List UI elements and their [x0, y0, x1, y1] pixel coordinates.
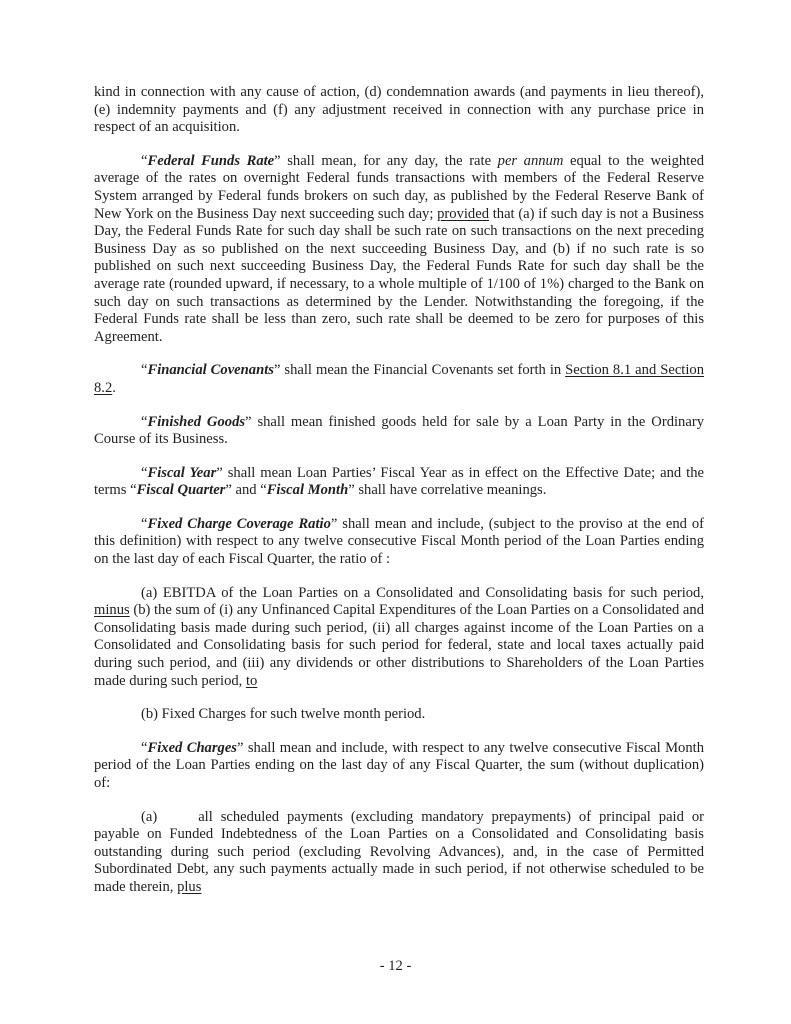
close-quote: ” [273, 362, 281, 379]
defined-term: Finished Goods [147, 413, 246, 430]
text: shall mean and include, with respect to any twelve consecutive Fiscal Month period of the Loan Parties ending on the last day of any Fiscal Quarter, the sum (without duplication) of: [94, 739, 704, 791]
underlined-text: minus [94, 602, 130, 619]
ratio-numerator-clause [94, 585, 704, 691]
definition-financial-covenants [94, 362, 704, 397]
text: shall mean, for any day, the rate [280, 152, 498, 169]
close-quote: ” [330, 515, 338, 532]
text: equal to the weighted average of the rates on overnight Federal funds transactions with members of the Federal Reserve System arranged by Federal funds brokers on such day, as published by the Federal Reserve Bank of New York on the Business Day next succeeding such day; [94, 152, 704, 222]
paragraph-continuation: kind in connection with any cause of action, (d) condemnation awards (and payments in lieu thereof), (e) indemnity payments and (f) any adjustment received in connection with any purchase price in respect of an acquisition. [94, 84, 704, 136]
defined-term: Fixed Charges [147, 739, 237, 756]
open-quote: “ [141, 362, 148, 379]
definition-fiscal-year [94, 465, 704, 500]
underlined-text: provided [437, 205, 490, 222]
open-quote: “ [141, 152, 148, 169]
close-quote: ” [225, 482, 232, 499]
item-label: (a) [141, 808, 158, 825]
text: and [231, 482, 261, 499]
section-reference: Section 8.1 and Section 8.2 [94, 362, 704, 396]
defined-term: Fiscal Month [266, 482, 349, 499]
defined-term: Fixed Charge Coverage Ratio [147, 515, 331, 532]
open-quote: “ [141, 464, 148, 481]
text: . [112, 379, 116, 396]
text: (a) EBITDA of the Loan Parties on a Consolidated and Consolidating basis for such period, [141, 584, 704, 601]
text: all scheduled payments (excluding mandatory prepayments) of principal paid or payable on Funded Indebtedness of the Loan Parties on a Consolidated and Consolidating basis outstanding during such period (excluding Revolving Advances), and, in the case of Permitted Subordinated Debt, any such payments actually made in such period, if not otherwise scheduled to be made therein, [94, 808, 704, 895]
defined-term: Fiscal Year [147, 464, 217, 481]
text: shall mean Loan Parties’ Fiscal Year as in effect on the Effective Date; and the terms [94, 464, 705, 499]
ratio-denominator-clause: (b) Fixed Charges for such twelve month period. [141, 706, 426, 723]
fixed-charges-item-a [94, 809, 704, 897]
underlined-text: plus [177, 878, 202, 895]
defined-term: Federal Funds Rate [147, 152, 275, 169]
text: shall have correlative meanings. [354, 482, 547, 499]
definition-federal-funds-rate [94, 153, 704, 347]
open-quote: “ [260, 482, 267, 499]
text: shall mean finished goods held for sale by a Loan Party in the Ordinary Course of its Business. [94, 413, 704, 448]
definition-finished-goods [94, 414, 704, 449]
open-quote: “ [141, 413, 148, 430]
defined-term: Financial Covenants [147, 362, 274, 379]
text: that (a) if such day is not a Business Day, the Federal Funds Rate for such day shall be such rate on such transactions on the next preceding Business Day as so published on the next succeeding Business Day, and (b) if no such rate is so published on such next succeeding Business Day, the Federal Funds Rate for such day shall be the average rate (rounded upward, if necessary, to a whole multiple of 1/100 of 1%) charged to the Bank on such day on such transactions as determined by the Lender. Notwithstanding the foregoing, if the Federal Funds rate shall be less than zero, such rate shall be deemed to be zero for purposes of this Agreement. [94, 205, 704, 345]
page-number: - 12 - [379, 958, 412, 974]
document-page [94, 84, 704, 897]
close-quote: ” [245, 413, 252, 430]
definition-fixed-charges [94, 740, 704, 793]
close-quote: ” [216, 464, 223, 481]
open-quote: “ [141, 739, 148, 756]
close-quote: ” [348, 482, 355, 499]
defined-term: Fiscal Quarter [136, 482, 226, 499]
text: (b) the sum of (i) any Unfinanced Capital Expenditures of the Loan Parties on a Consolidated and Consolidating basis made during such period, (ii) all charges against income of the Loan Parties on a Consolidated and Consolidating basis for such period for federal, state and local taxes actually paid during such period, and (iii) any dividends or other distributions to Shareholders of the Loan Parties made during such period, [94, 602, 704, 689]
text: shall mean the Financial Covenants set forth in [280, 362, 566, 379]
open-quote: “ [141, 515, 148, 532]
definition-fixed-charge-coverage-ratio [94, 516, 704, 569]
open-quote: “ [130, 482, 137, 499]
close-quote: ” [237, 739, 244, 756]
italic-text: per annum [497, 152, 564, 169]
text: shall mean and include, (subject to the proviso at the end of this definition) with respect to any twelve consecutive Fiscal Month period of the Loan Parties ending on the last day of each Fiscal Quarter, the ratio of : [94, 515, 704, 568]
close-quote: ” [274, 152, 281, 169]
underlined-text: to [245, 672, 258, 689]
